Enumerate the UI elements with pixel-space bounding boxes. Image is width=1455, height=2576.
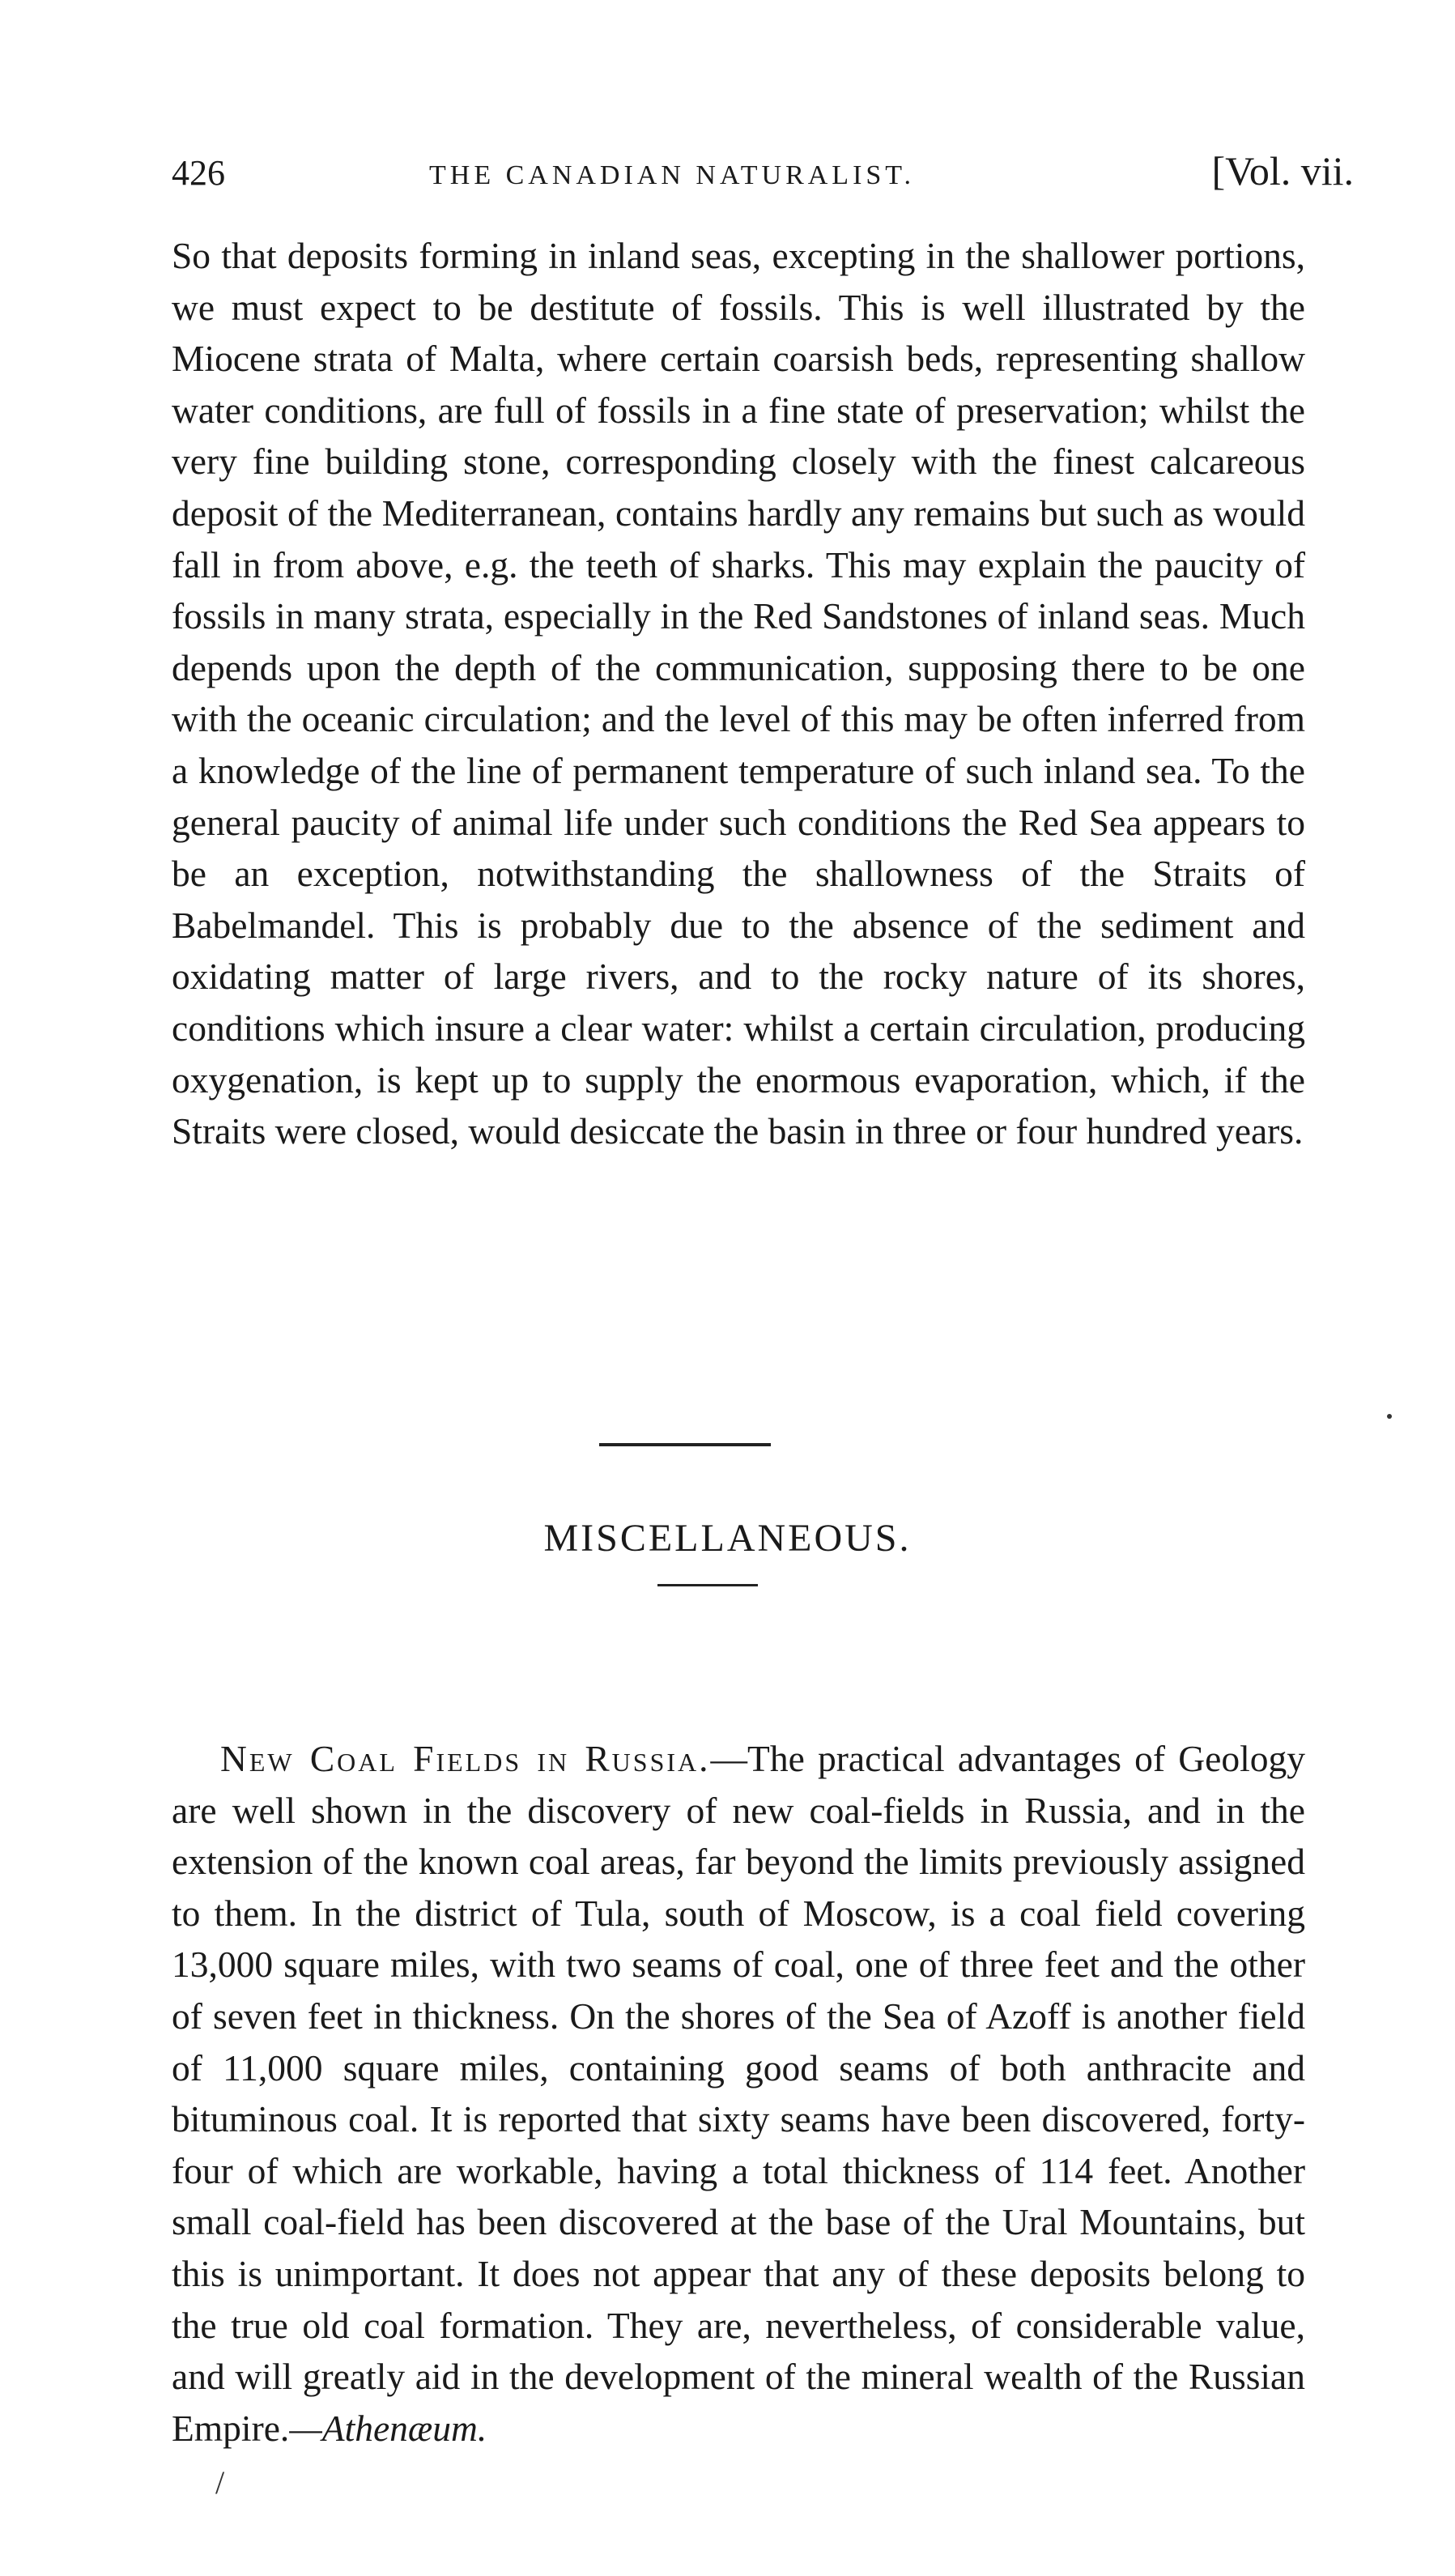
article-source: —Athenæum.	[289, 2407, 487, 2449]
page-number: 426	[172, 153, 225, 193]
article-paragraph	[172, 1733, 1305, 2454]
body-paragraph: So that deposits forming in inland seas, excepting in the shallower portions, we must expect to be destitute of fossils. This is well illustrated by the Miocene strata of Malta, where certain coarsish beds, representing shallow water conditions, are full of fossils in a fine state of preservation; whilst the very fine building stone, corresponding closely with the finest calcareous deposit of the Mediterranean, contains hardly any remains but such as would fall in from above, e.g. the teeth of sharks. This may explain the paucity of fossils in many strata, especially in the Red Sandstones of inland seas. Much depends upon the depth of the communication, supposing there to be one with the oceanic circulation; and the level of this may be often inferred from a knowledge of the line of permanent temperature of such inland sea. To the general paucity of animal life under such conditions the Red Sea appears to be an exception, notwithstanding the shallowness of the Straits of Babelmandel. This is probably due to the absence of the sediment and oxidating matter of large rivers, and to the rocky nature of its shores, conditions which insure a clear water: whilst a certain circulation, producing oxygenation, is kept up to supply the enormous evaporation, which, if the Straits were closed, would desiccate the basin in three or four hundred years.	[172, 235, 1305, 1152]
stray-dot	[1387, 1414, 1392, 1419]
stray-mark: /	[215, 2464, 225, 2501]
heading-underline	[657, 1584, 758, 1586]
section-divider	[599, 1443, 771, 1446]
running-head	[172, 147, 1354, 204]
journal-title: THE CANADIAN NATURALIST.	[429, 160, 916, 190]
volume-label: [Vol. vii.	[1211, 148, 1354, 194]
section-heading: MISCELLANEOUS.	[543, 1517, 912, 1560]
article-title: New Coal Fields in Russia.	[220, 1738, 711, 1779]
article-body: —The practical advantages of Geology are well shown in the discovery of new coal-fields in Russia, and in the extension of the known coal areas, far beyond the limits previously assigned to them. In the district of Tula, south of Moscow, is a coal field covering 13,000 square miles, with two seams of coal, one of three feet and the other of seven feet in thickness. On the shores of the Sea of Azoff is another field of 11,000 square miles, containing good seams of both anthracite and bituminous coal. It is reported that sixty seams have been discovered, forty-four of which are workable, having a total thickness of 114 feet. Another small coal-field has been discovered at the base of the Ural Mountains, but this is unimportant. It does not appear that any of these deposits belong to the true old coal formation. They are, nevertheless, of considerable value, and will greatly aid in the development of the mineral wealth of the Russian Empire.	[172, 1738, 1305, 2449]
